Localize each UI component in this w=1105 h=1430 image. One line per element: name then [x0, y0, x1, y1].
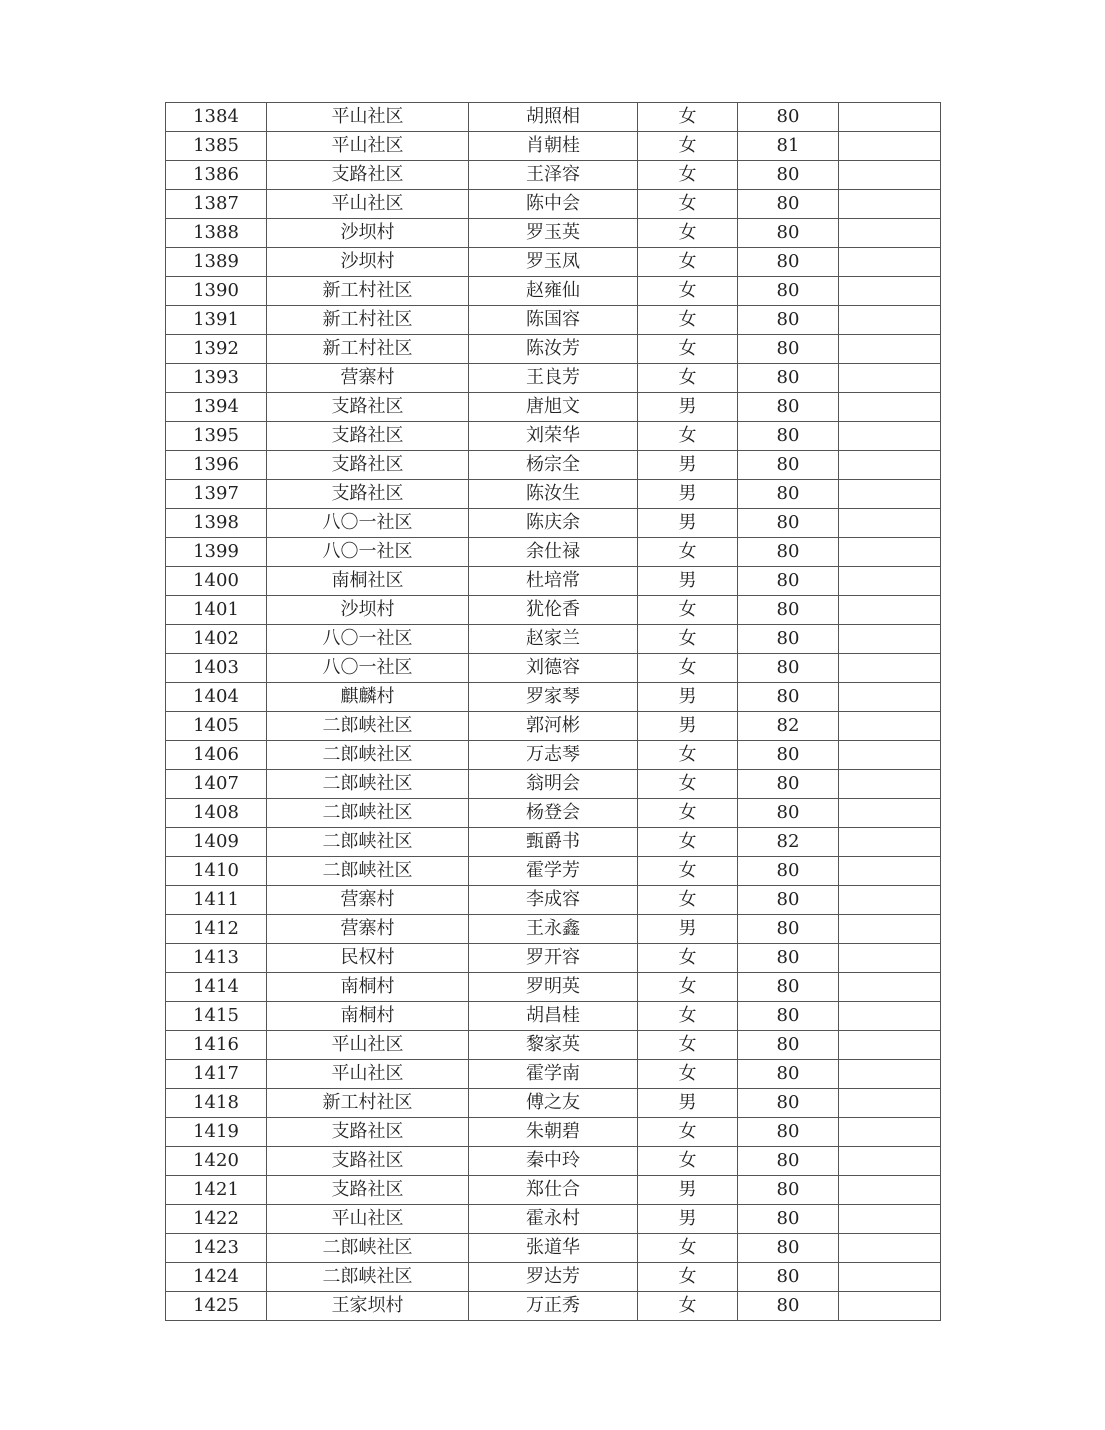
- community-cell: 平山社区: [267, 1205, 469, 1234]
- gender-cell: 男: [638, 683, 738, 712]
- name-cell: 朱朝碧: [469, 1118, 638, 1147]
- name-cell: 罗家琴: [469, 683, 638, 712]
- name-cell: 陈汝芳: [469, 335, 638, 364]
- age-cell: 80: [738, 161, 839, 190]
- table-row: [166, 393, 941, 422]
- name-cell: 李成容: [469, 886, 638, 915]
- name-cell: 陈中会: [469, 190, 638, 219]
- note-cell: [839, 712, 941, 741]
- note-cell: [839, 103, 941, 132]
- gender-cell: 男: [638, 712, 738, 741]
- table-row: [166, 248, 941, 277]
- community-cell: 平山社区: [267, 190, 469, 219]
- row-number-cell: 1409: [166, 828, 267, 857]
- community-cell: 支路社区: [267, 451, 469, 480]
- name-cell: 罗玉英: [469, 219, 638, 248]
- row-number-cell: 1402: [166, 625, 267, 654]
- name-cell: 王良芳: [469, 364, 638, 393]
- community-cell: 支路社区: [267, 422, 469, 451]
- name-cell: 余仕禄: [469, 538, 638, 567]
- name-cell: 赵雍仙: [469, 277, 638, 306]
- table-row: [166, 1060, 941, 1089]
- community-cell: 二郎峡社区: [267, 857, 469, 886]
- age-cell: 80: [738, 857, 839, 886]
- row-number-cell: 1421: [166, 1176, 267, 1205]
- roster-table: [165, 102, 941, 1321]
- community-cell: 南桐社区: [267, 567, 469, 596]
- note-cell: [839, 132, 941, 161]
- row-number-cell: 1396: [166, 451, 267, 480]
- community-cell: 营寨村: [267, 364, 469, 393]
- table-row: [166, 1002, 941, 1031]
- community-cell: 新工村社区: [267, 1089, 469, 1118]
- age-cell: 80: [738, 683, 839, 712]
- table-row: [166, 1234, 941, 1263]
- note-cell: [839, 1031, 941, 1060]
- gender-cell: 女: [638, 973, 738, 1002]
- row-number-cell: 1401: [166, 596, 267, 625]
- community-cell: 沙坝村: [267, 596, 469, 625]
- gender-cell: 女: [638, 161, 738, 190]
- gender-cell: 男: [638, 509, 738, 538]
- community-cell: 支路社区: [267, 1118, 469, 1147]
- table-row: [166, 886, 941, 915]
- note-cell: [839, 480, 941, 509]
- name-cell: 翁明会: [469, 770, 638, 799]
- age-cell: 80: [738, 1031, 839, 1060]
- community-cell: 八〇一社区: [267, 538, 469, 567]
- row-number-cell: 1407: [166, 770, 267, 799]
- community-cell: 平山社区: [267, 1031, 469, 1060]
- roster-table-body: [166, 103, 941, 1321]
- table-row: [166, 654, 941, 683]
- age-cell: 80: [738, 1060, 839, 1089]
- community-cell: 营寨村: [267, 915, 469, 944]
- age-cell: 80: [738, 538, 839, 567]
- name-cell: 杜培常: [469, 567, 638, 596]
- name-cell: 万正秀: [469, 1292, 638, 1321]
- age-cell: 80: [738, 741, 839, 770]
- community-cell: 八〇一社区: [267, 654, 469, 683]
- community-cell: 支路社区: [267, 393, 469, 422]
- table-row: [166, 828, 941, 857]
- gender-cell: 女: [638, 219, 738, 248]
- note-cell: [839, 277, 941, 306]
- name-cell: 傅之友: [469, 1089, 638, 1118]
- table-row: [166, 1263, 941, 1292]
- community-cell: 平山社区: [267, 103, 469, 132]
- name-cell: 秦中玲: [469, 1147, 638, 1176]
- note-cell: [839, 944, 941, 973]
- table-row: [166, 973, 941, 1002]
- row-number-cell: 1400: [166, 567, 267, 596]
- row-number-cell: 1422: [166, 1205, 267, 1234]
- note-cell: [839, 1176, 941, 1205]
- age-cell: 80: [738, 799, 839, 828]
- note-cell: [839, 509, 941, 538]
- gender-cell: 女: [638, 306, 738, 335]
- table-row: [166, 422, 941, 451]
- table-row: [166, 683, 941, 712]
- age-cell: 80: [738, 422, 839, 451]
- table-row: [166, 103, 941, 132]
- gender-cell: 女: [638, 799, 738, 828]
- table-row: [166, 770, 941, 799]
- note-cell: [839, 306, 941, 335]
- name-cell: 王泽容: [469, 161, 638, 190]
- gender-cell: 女: [638, 654, 738, 683]
- row-number-cell: 1397: [166, 480, 267, 509]
- row-number-cell: 1418: [166, 1089, 267, 1118]
- age-cell: 80: [738, 596, 839, 625]
- gender-cell: 女: [638, 770, 738, 799]
- name-cell: 霍学芳: [469, 857, 638, 886]
- table-row: [166, 161, 941, 190]
- age-cell: 82: [738, 828, 839, 857]
- age-cell: 80: [738, 886, 839, 915]
- gender-cell: 女: [638, 132, 738, 161]
- age-cell: 80: [738, 306, 839, 335]
- age-cell: 80: [738, 277, 839, 306]
- gender-cell: 女: [638, 1031, 738, 1060]
- row-number-cell: 1395: [166, 422, 267, 451]
- gender-cell: 女: [638, 190, 738, 219]
- table-row: [166, 712, 941, 741]
- note-cell: [839, 596, 941, 625]
- name-cell: 郭河彬: [469, 712, 638, 741]
- community-cell: 二郎峡社区: [267, 770, 469, 799]
- note-cell: [839, 741, 941, 770]
- community-cell: 支路社区: [267, 480, 469, 509]
- age-cell: 81: [738, 132, 839, 161]
- table-row: [166, 1205, 941, 1234]
- row-number-cell: 1385: [166, 132, 267, 161]
- community-cell: 麒麟村: [267, 683, 469, 712]
- age-cell: 80: [738, 944, 839, 973]
- row-number-cell: 1414: [166, 973, 267, 1002]
- community-cell: 新工村社区: [267, 306, 469, 335]
- community-cell: 八〇一社区: [267, 625, 469, 654]
- table-row: [166, 132, 941, 161]
- row-number-cell: 1399: [166, 538, 267, 567]
- note-cell: [839, 364, 941, 393]
- row-number-cell: 1384: [166, 103, 267, 132]
- gender-cell: 女: [638, 335, 738, 364]
- name-cell: 胡照相: [469, 103, 638, 132]
- age-cell: 80: [738, 625, 839, 654]
- gender-cell: 女: [638, 828, 738, 857]
- table-row: [166, 741, 941, 770]
- note-cell: [839, 886, 941, 915]
- note-cell: [839, 190, 941, 219]
- note-cell: [839, 973, 941, 1002]
- name-cell: 万志琴: [469, 741, 638, 770]
- note-cell: [839, 1118, 941, 1147]
- table-row: [166, 190, 941, 219]
- age-cell: 80: [738, 190, 839, 219]
- note-cell: [839, 1234, 941, 1263]
- community-cell: 沙坝村: [267, 219, 469, 248]
- age-cell: 80: [738, 509, 839, 538]
- community-cell: 王家坝村: [267, 1292, 469, 1321]
- gender-cell: 女: [638, 1292, 738, 1321]
- table-row: [166, 1147, 941, 1176]
- name-cell: 肖朝桂: [469, 132, 638, 161]
- note-cell: [839, 1002, 941, 1031]
- name-cell: 犹伦香: [469, 596, 638, 625]
- note-cell: [839, 422, 941, 451]
- row-number-cell: 1391: [166, 306, 267, 335]
- note-cell: [839, 654, 941, 683]
- note-cell: [839, 1205, 941, 1234]
- table-row: [166, 596, 941, 625]
- name-cell: 霍学南: [469, 1060, 638, 1089]
- community-cell: 民权村: [267, 944, 469, 973]
- table-row: [166, 1176, 941, 1205]
- row-number-cell: 1403: [166, 654, 267, 683]
- gender-cell: 女: [638, 857, 738, 886]
- row-number-cell: 1404: [166, 683, 267, 712]
- row-number-cell: 1393: [166, 364, 267, 393]
- community-cell: 营寨村: [267, 886, 469, 915]
- note-cell: [839, 219, 941, 248]
- age-cell: 80: [738, 1118, 839, 1147]
- community-cell: 二郎峡社区: [267, 1263, 469, 1292]
- gender-cell: 女: [638, 1263, 738, 1292]
- note-cell: [839, 161, 941, 190]
- name-cell: 杨宗全: [469, 451, 638, 480]
- note-cell: [839, 915, 941, 944]
- table-row: [166, 1118, 941, 1147]
- age-cell: 80: [738, 451, 839, 480]
- age-cell: 82: [738, 712, 839, 741]
- name-cell: 陈国容: [469, 306, 638, 335]
- age-cell: 80: [738, 219, 839, 248]
- row-number-cell: 1411: [166, 886, 267, 915]
- table-row: [166, 219, 941, 248]
- community-cell: 二郎峡社区: [267, 828, 469, 857]
- table-row: [166, 306, 941, 335]
- age-cell: 80: [738, 480, 839, 509]
- name-cell: 霍永村: [469, 1205, 638, 1234]
- gender-cell: 男: [638, 915, 738, 944]
- table-row: [166, 567, 941, 596]
- table-row: [166, 480, 941, 509]
- gender-cell: 女: [638, 364, 738, 393]
- name-cell: 甄爵书: [469, 828, 638, 857]
- table-row: [166, 1089, 941, 1118]
- row-number-cell: 1412: [166, 915, 267, 944]
- note-cell: [839, 335, 941, 364]
- note-cell: [839, 567, 941, 596]
- gender-cell: 女: [638, 1147, 738, 1176]
- gender-cell: 女: [638, 277, 738, 306]
- name-cell: 陈汝生: [469, 480, 638, 509]
- row-number-cell: 1387: [166, 190, 267, 219]
- gender-cell: 女: [638, 596, 738, 625]
- age-cell: 80: [738, 1089, 839, 1118]
- age-cell: 80: [738, 654, 839, 683]
- name-cell: 刘德容: [469, 654, 638, 683]
- community-cell: 二郎峡社区: [267, 799, 469, 828]
- row-number-cell: 1423: [166, 1234, 267, 1263]
- row-number-cell: 1420: [166, 1147, 267, 1176]
- row-number-cell: 1386: [166, 161, 267, 190]
- row-number-cell: 1417: [166, 1060, 267, 1089]
- table-row: [166, 944, 941, 973]
- age-cell: 80: [738, 248, 839, 277]
- row-number-cell: 1425: [166, 1292, 267, 1321]
- table-row: [166, 277, 941, 306]
- community-cell: 支路社区: [267, 161, 469, 190]
- row-number-cell: 1390: [166, 277, 267, 306]
- name-cell: 王永鑫: [469, 915, 638, 944]
- row-number-cell: 1389: [166, 248, 267, 277]
- note-cell: [839, 683, 941, 712]
- age-cell: 80: [738, 1002, 839, 1031]
- name-cell: 唐旭文: [469, 393, 638, 422]
- gender-cell: 女: [638, 1118, 738, 1147]
- row-number-cell: 1388: [166, 219, 267, 248]
- row-number-cell: 1413: [166, 944, 267, 973]
- gender-cell: 男: [638, 1205, 738, 1234]
- community-cell: 南桐村: [267, 973, 469, 1002]
- name-cell: 罗开容: [469, 944, 638, 973]
- gender-cell: 女: [638, 886, 738, 915]
- age-cell: 80: [738, 1147, 839, 1176]
- name-cell: 刘荣华: [469, 422, 638, 451]
- table-row: [166, 915, 941, 944]
- community-cell: 新工村社区: [267, 277, 469, 306]
- table-row: [166, 625, 941, 654]
- gender-cell: 女: [638, 1234, 738, 1263]
- community-cell: 沙坝村: [267, 248, 469, 277]
- gender-cell: 女: [638, 248, 738, 277]
- age-cell: 80: [738, 1234, 839, 1263]
- note-cell: [839, 1089, 941, 1118]
- gender-cell: 女: [638, 1060, 738, 1089]
- table-row: [166, 538, 941, 567]
- age-cell: 80: [738, 364, 839, 393]
- note-cell: [839, 248, 941, 277]
- gender-cell: 男: [638, 1176, 738, 1205]
- row-number-cell: 1405: [166, 712, 267, 741]
- row-number-cell: 1398: [166, 509, 267, 538]
- age-cell: 80: [738, 1292, 839, 1321]
- community-cell: 南桐村: [267, 1002, 469, 1031]
- note-cell: [839, 857, 941, 886]
- table-row: [166, 1292, 941, 1321]
- gender-cell: 女: [638, 422, 738, 451]
- community-cell: 平山社区: [267, 1060, 469, 1089]
- gender-cell: 男: [638, 451, 738, 480]
- gender-cell: 男: [638, 1089, 738, 1118]
- age-cell: 80: [738, 1263, 839, 1292]
- age-cell: 80: [738, 1205, 839, 1234]
- age-cell: 80: [738, 335, 839, 364]
- gender-cell: 男: [638, 393, 738, 422]
- row-number-cell: 1408: [166, 799, 267, 828]
- row-number-cell: 1394: [166, 393, 267, 422]
- name-cell: 胡昌桂: [469, 1002, 638, 1031]
- name-cell: 张道华: [469, 1234, 638, 1263]
- note-cell: [839, 1292, 941, 1321]
- community-cell: 二郎峡社区: [267, 712, 469, 741]
- gender-cell: 女: [638, 625, 738, 654]
- table-row: [166, 1031, 941, 1060]
- note-cell: [839, 1263, 941, 1292]
- note-cell: [839, 393, 941, 422]
- name-cell: 陈庆余: [469, 509, 638, 538]
- gender-cell: 女: [638, 538, 738, 567]
- name-cell: 杨登会: [469, 799, 638, 828]
- note-cell: [839, 538, 941, 567]
- name-cell: 罗玉凤: [469, 248, 638, 277]
- age-cell: 80: [738, 973, 839, 1002]
- gender-cell: 女: [638, 103, 738, 132]
- table-row: [166, 857, 941, 886]
- age-cell: 80: [738, 770, 839, 799]
- note-cell: [839, 799, 941, 828]
- name-cell: 罗达芳: [469, 1263, 638, 1292]
- row-number-cell: 1424: [166, 1263, 267, 1292]
- age-cell: 80: [738, 393, 839, 422]
- community-cell: 新工村社区: [267, 335, 469, 364]
- table-row: [166, 364, 941, 393]
- note-cell: [839, 1147, 941, 1176]
- age-cell: 80: [738, 103, 839, 132]
- community-cell: 支路社区: [267, 1176, 469, 1205]
- gender-cell: 男: [638, 567, 738, 596]
- note-cell: [839, 770, 941, 799]
- row-number-cell: 1410: [166, 857, 267, 886]
- table-row: [166, 509, 941, 538]
- gender-cell: 女: [638, 944, 738, 973]
- community-cell: 二郎峡社区: [267, 741, 469, 770]
- age-cell: 80: [738, 1176, 839, 1205]
- note-cell: [839, 1060, 941, 1089]
- community-cell: 支路社区: [267, 1147, 469, 1176]
- age-cell: 80: [738, 915, 839, 944]
- row-number-cell: 1416: [166, 1031, 267, 1060]
- row-number-cell: 1392: [166, 335, 267, 364]
- name-cell: 赵家兰: [469, 625, 638, 654]
- name-cell: 罗明英: [469, 973, 638, 1002]
- table-row: [166, 335, 941, 364]
- gender-cell: 男: [638, 480, 738, 509]
- community-cell: 二郎峡社区: [267, 1234, 469, 1263]
- row-number-cell: 1406: [166, 741, 267, 770]
- row-number-cell: 1415: [166, 1002, 267, 1031]
- table-row: [166, 451, 941, 480]
- gender-cell: 女: [638, 741, 738, 770]
- community-cell: 八〇一社区: [267, 509, 469, 538]
- gender-cell: 女: [638, 1002, 738, 1031]
- community-cell: 平山社区: [267, 132, 469, 161]
- age-cell: 80: [738, 567, 839, 596]
- row-number-cell: 1419: [166, 1118, 267, 1147]
- note-cell: [839, 828, 941, 857]
- name-cell: 郑仕合: [469, 1176, 638, 1205]
- table-row: [166, 799, 941, 828]
- note-cell: [839, 451, 941, 480]
- name-cell: 黎家英: [469, 1031, 638, 1060]
- note-cell: [839, 625, 941, 654]
